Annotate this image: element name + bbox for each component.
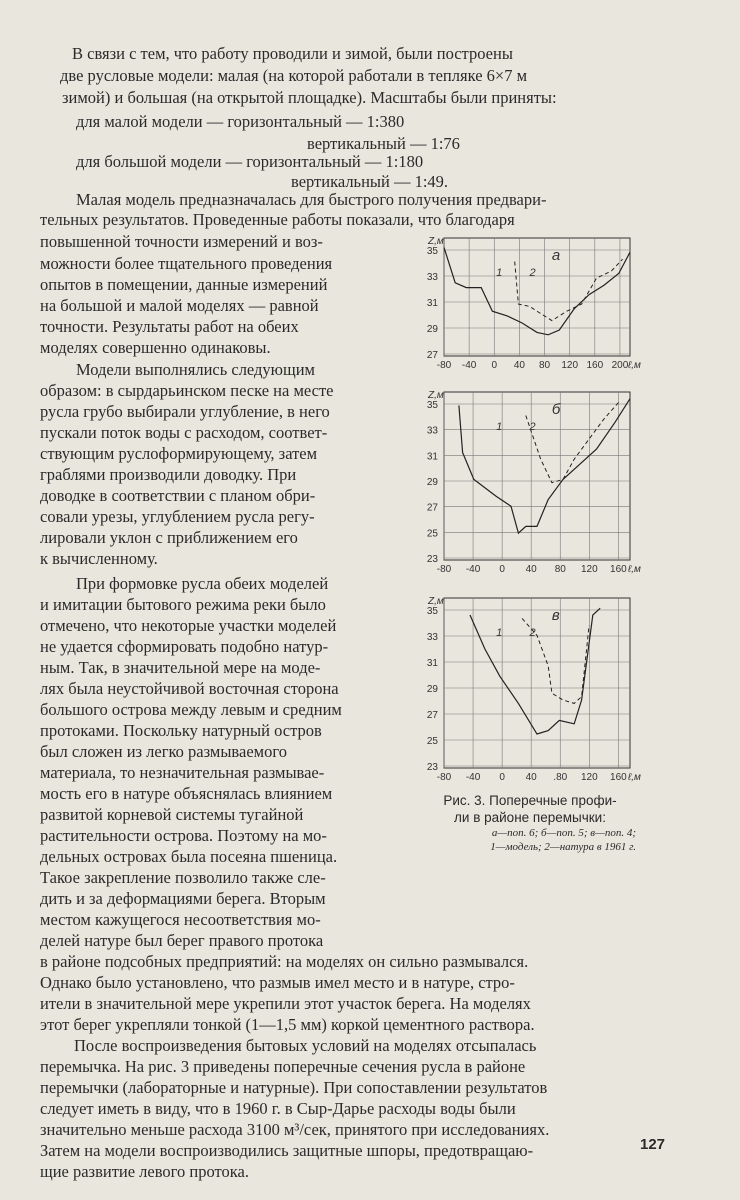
x-tick-label: -40 <box>465 564 481 575</box>
text-line: граблями производили доводку. При <box>40 465 297 484</box>
y-tick-label: 35 <box>426 400 438 411</box>
text-line: местом кажущегося несоответствия мо- <box>40 910 321 929</box>
x-tick-label: 120 <box>561 360 579 371</box>
text-line: доводке в соответствии с планом обри- <box>40 486 316 505</box>
series-label: 2 <box>529 421 536 433</box>
y-tick-label: 23 <box>426 762 438 773</box>
text-line: можности более тщательного проведения <box>40 254 333 273</box>
panel-frame <box>444 238 630 356</box>
panel-letter: в <box>551 607 560 624</box>
x-tick-label: 160 <box>610 564 627 575</box>
x-tick-label: 40 <box>525 564 537 575</box>
x-tick-label: 80 <box>554 564 566 575</box>
caption-line: 1—модель; 2—натура в 1961 г. <box>490 841 636 853</box>
cross-section-figure <box>418 222 648 790</box>
x-tick-label: -80 <box>436 564 452 575</box>
x-tick-label: 0 <box>499 564 505 575</box>
x-tick-label: -80 <box>436 772 452 783</box>
x-tick-label: 120 <box>580 564 598 575</box>
text-line: опытов в помещении, данные измерений <box>40 275 328 294</box>
panel-letter: а <box>551 247 561 264</box>
y-tick-label: 25 <box>426 736 438 747</box>
text-line: точности. Результаты работ на обеих <box>40 317 299 336</box>
text-line: Модели выполнялись следующим <box>76 360 315 379</box>
series-label: 1 <box>496 421 503 433</box>
text-line: После воспроизведения бытовых условий на моделях отсыпалась <box>74 1036 537 1055</box>
text-line: моделях совершенно одинаковы. <box>40 338 271 357</box>
y-tick-label: 35 <box>426 246 438 257</box>
text-line: При формовке русла обеих моделей <box>76 574 329 593</box>
x-tick-label: 120 <box>580 772 598 783</box>
text-line: Однако было установлено, что размыв имел место и в натуре, стро- <box>40 973 515 992</box>
x-tick-label: -80 <box>436 360 452 371</box>
text-line: большого острова между левым и средним <box>40 700 342 719</box>
series-label: 1 <box>496 627 503 639</box>
text-line: перемычки (лабораторные и натурные). При сопоставлении результатов <box>40 1078 548 1097</box>
y-tick-label: 33 <box>426 632 438 643</box>
text-line: повышенной точности измерений и воз- <box>40 232 323 251</box>
y-tick-label: 25 <box>426 528 438 540</box>
text-line: две русловые модели: малая (на которой работали в тепляке 6×7 м <box>60 66 528 85</box>
scale-line: для малой модели — горизонтальный — 1:380 <box>76 112 405 131</box>
text-line: тельных результатов. Проведенные работы показали, что благодаря <box>40 210 515 229</box>
text-line: русла грубо выбирали углубление, в него <box>40 402 330 421</box>
series-label: 1 <box>496 267 503 279</box>
text-line: перемычка. На рис. 3 приведены поперечные сечения русла в районе <box>40 1057 526 1076</box>
text-line: следует иметь в виду, что в 1960 г. в Сыр-Дарье расходы воды были <box>40 1099 516 1118</box>
caption-line: Рис. 3. Поперечные профи- <box>443 793 617 808</box>
y-tick-label: 27 <box>426 502 438 514</box>
figure-caption-title <box>424 792 636 826</box>
scale-line: вертикальный — 1:49. <box>291 172 449 191</box>
text-line: к вычисленному. <box>40 549 158 568</box>
y-tick-label: 29 <box>426 477 438 488</box>
text-line: щие развитие левого протока. <box>40 1162 249 1181</box>
y-tick-label: 33 <box>426 425 438 437</box>
text-line: материала, то незначительная размывае- <box>40 763 325 782</box>
y-tick-label: 31 <box>426 298 438 309</box>
y-tick-label: 23 <box>426 554 438 565</box>
series-label: 2 <box>529 267 536 279</box>
text-line: Такое закрепление позволило также сле- <box>40 868 326 887</box>
text-line: Затем на модели воспроизводились защитные шпоры, предотвращаю- <box>40 1141 534 1160</box>
y-axis-label: Z,м <box>428 596 444 607</box>
y-axis-label: Z,м <box>428 236 444 247</box>
y-tick-label: 31 <box>426 451 438 463</box>
y-tick-label: 33 <box>426 272 438 283</box>
x-axis-label: ℓ,м <box>628 772 641 783</box>
x-tick-label: 160 <box>586 360 604 371</box>
x-tick-label: 160 <box>610 772 627 783</box>
caption-line: ли в районе перемычки: <box>454 810 606 825</box>
y-axis-label: Z,м <box>428 390 444 401</box>
y-tick-label: 29 <box>426 324 438 335</box>
y-tick-label: 35 <box>426 606 438 617</box>
caption-line: а—поп. 6; б—поп. 5; в—поп. 4; <box>491 827 636 839</box>
page-number: 127 <box>640 1136 666 1153</box>
x-tick-label: -40 <box>461 360 477 371</box>
y-tick-label: 27 <box>426 350 438 361</box>
text-line: на большой и малой моделях — равной <box>40 296 319 315</box>
text-line: В связи с тем, что работу проводили и зимой, были построены <box>72 44 513 63</box>
text-line: и имитации бытового режима реки было <box>40 595 326 614</box>
text-line: ствующим руслоформирующему, затем <box>40 444 318 463</box>
text-line: образом: в сырдарьинском песке на месте <box>40 381 334 400</box>
text-line: был сложен из легко размываемого <box>40 742 287 761</box>
x-axis-label: ℓ,м <box>628 360 641 371</box>
text-line: не удается сформировать подобно натур- <box>40 637 329 656</box>
panel-frame <box>444 598 630 768</box>
x-tick-label: 0 <box>491 360 498 371</box>
text-line: делей натуре был берег правого протока <box>40 931 324 950</box>
x-axis-label: ℓ,м <box>628 564 641 575</box>
text-line: этот берег укрепляли тонкой (1—1,5 мм) коркой цементного раствора. <box>40 1015 535 1034</box>
text-line: лировали уклон с приближением его <box>40 528 298 547</box>
y-tick-label: 31 <box>426 658 438 669</box>
series-label: 2 <box>529 627 536 639</box>
text-line: зимой) и большая (на открытой площадке). Масштабы были приняты: <box>62 88 557 107</box>
text-line: Малая модель предназначалась для быстрого получения предвари- <box>76 190 547 209</box>
x-tick-label: -40 <box>465 772 481 783</box>
text-line: лях была неустойчивой восточная сторона <box>40 679 339 698</box>
text-line: мость его в натуре объяснялась влиянием <box>40 784 333 803</box>
scale-line: для большой модели — горизонтальный — 1:180 <box>76 152 424 171</box>
text-line: совали урезы, углублением русла регу- <box>40 507 315 526</box>
y-tick-label: 29 <box>426 684 438 695</box>
x-tick-label: 200 <box>611 360 629 371</box>
text-line: значительно меньше расхода 3100 м³/сек, принятого при исследованиях. <box>40 1120 550 1139</box>
text-line: дить и за деформациями берега. Вторым <box>40 889 326 908</box>
panel-letter: б <box>551 401 561 418</box>
text-line: протоками. Поскольку натурный остров <box>40 721 322 740</box>
x-tick-label: 40 <box>525 772 537 783</box>
scale-line: вертикальный — 1:76 <box>307 134 460 153</box>
x-tick-label: 40 <box>513 360 525 371</box>
x-tick-label: 80 <box>538 360 551 371</box>
text-line: в районе подсобных предприятий: на моделях он сильно размывался. <box>40 952 529 971</box>
figure-caption-legend <box>424 826 636 854</box>
x-tick-label: .80 <box>553 772 568 783</box>
text-line: пускали поток воды с расходом, соответ- <box>40 423 328 442</box>
text-line: отмечено, что некоторые участки моделей <box>40 616 337 635</box>
text-line: развитой корневой системы тугайной <box>40 805 304 824</box>
text-line: дельных островах была посеяна пшеница. <box>40 847 338 866</box>
text-line: ным. Так, в значительной мере на моде- <box>40 658 321 677</box>
text-line: ители в значительной мере укрепили этот участок берега. На моделях <box>40 994 531 1013</box>
x-tick-label: 0 <box>499 772 505 783</box>
text-line: растительности острова. Поэтому на мо- <box>40 826 327 845</box>
model-profile-line <box>444 247 630 334</box>
y-tick-label: 27 <box>426 710 438 721</box>
